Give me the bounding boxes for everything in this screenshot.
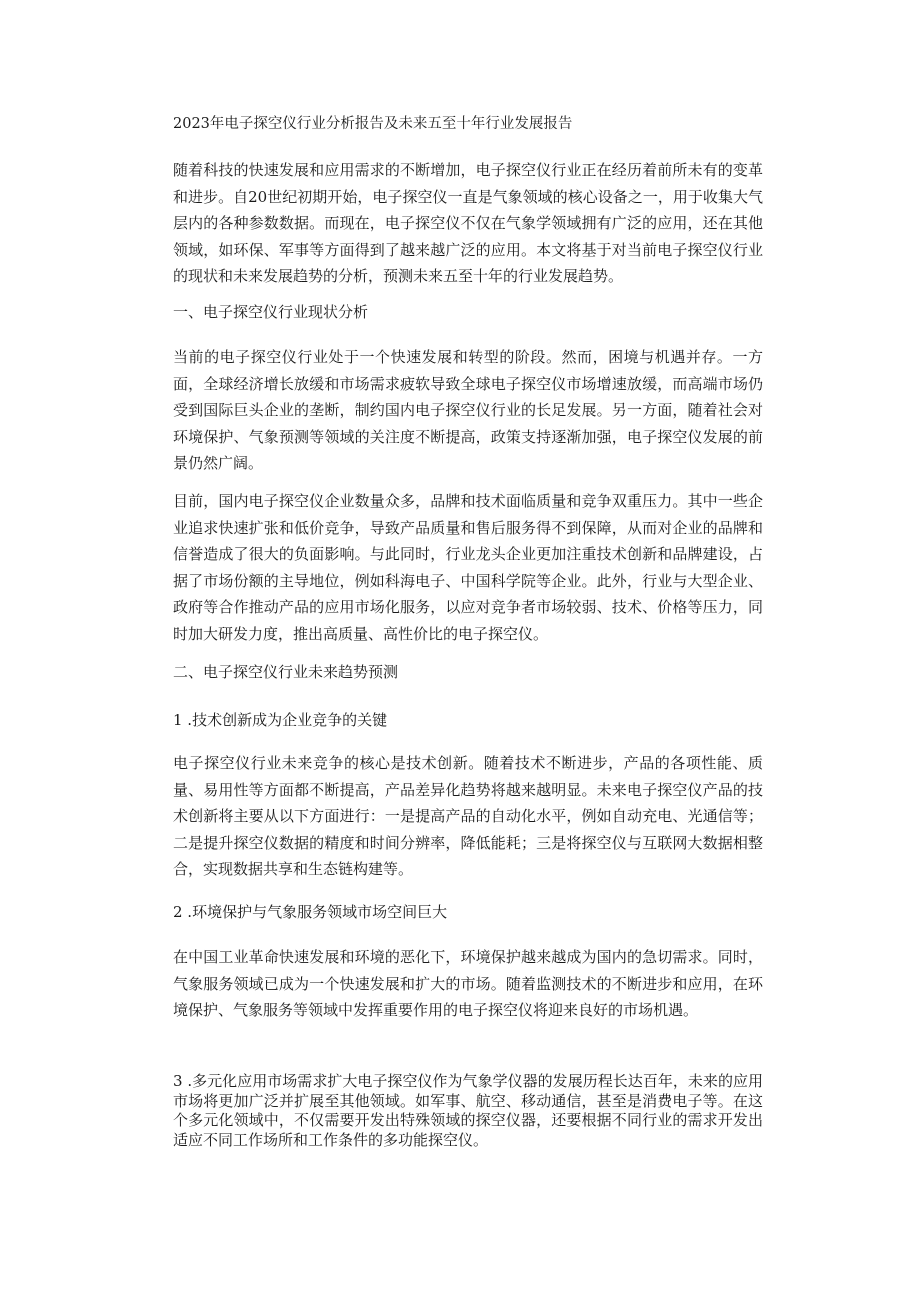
section1-paragraph-2: 目前，国内电子探空仪企业数量众多，品牌和技术面临质量和竞争双重压力。其中一些企业追求快速扩张和低价竞争，导致产品质量和售后服务得不到保障，从而对企业的品牌和信誉造成了很大的负面影响。与此同时，行业龙头企业更加注重技术创新和品牌建设，占据了市场份额的主导地位，例如科海电子、中国科学院等企业。此外，行业与大型企业、政府等合作推动产品的应用市场化服务，以应对竞争者市场较弱、技术、价格等压力，同时加大研发力度，推出高质量、高性价比的电子探空仪。 (173, 492, 763, 643)
section1-heading: 一、电子探空仪行业现状分析 (173, 303, 369, 321)
item1-heading: 1 .技术创新成为企业竞争的关键 (173, 711, 388, 729)
section2-heading: 二、电子探空仪行业未来趋势预测 (173, 663, 399, 681)
document-title: 2023年电子探空仪行业分析报告及未来五至十年行业发展报告 (173, 116, 573, 132)
item2-heading: 2 .环境保护与气象服务领域市场空间巨大 (173, 903, 448, 921)
item3-paragraph: 3 .多元化应用市场需求扩大电子探空仪作为气象学仪器的发展历程长达百年，未来的应用市场将更加广泛并扩展至其他领域。如军事、航空、移动通信，甚至是消费电子等。在这个多元化领域中，不仅需要开发出特殊领域的探空仪器，还要根据不同行业的需求开发出适应不同工作场所和工作条件的多功能探空仪。 (173, 1072, 763, 1149)
item1-paragraph: 电子探空仪行业未来竞争的核心是技术创新。随着技术不断进步，产品的各项性能、质量、易用性等方面都不断提高，产品差异化趋势将越来越明显。未来电子探空仪产品的技术创新将主要从以下方面进行：一是提高产品的自动化水平，例如自动充电、光通信等；二是提升探空仪数据的精度和时间分辨率，降低能耗；三是将探空仪与互联网大数据相整合，实现数据共享和生态链构建等。 (173, 754, 763, 878)
intro-paragraph: 随着科技的快速发展和应用需求的不断增加，电子探空仪行业正在经历着前所未有的变革和进步。自20世纪初期开始，电子探空仪一直是气象领域的核心设备之一，用于收集大气层内的各种参数数据。而现在，电子探空仪不仅在气象学领域拥有广泛的应用，还在其他领域，如环保、军事等方面得到了越来越广泛的应用。本文将基于对当前电子探空仪行业的现状和未来发展趋势的分析，预测未来五至十年的行业发展趋势。 (173, 161, 763, 285)
section1-paragraph-1: 当前的电子探空仪行业处于一个快速发展和转型的阶段。然而，困境与机遇并存。一方面，全球经济增长放缓和市场需求疲软导致全球电子探空仪市场增速放缓，而高端市场仍受到国际巨头企业的垄断，制约国内电子探空仪行业的长足发展。另一方面，随着社会对环境保护、气象预测等领域的关注度不断提高，政策支持逐渐加强，电子探空仪发展的前景仍然广阔。 (173, 348, 763, 472)
item2-paragraph: 在中国工业革命快速发展和环境的恶化下，环境保护越来越成为国内的急切需求。同时，气象服务领域已成为一个快速发展和扩大的市场。随着监测技术的不断进步和应用，在环境保护、气象服务等领域中发挥重要作用的电子探空仪将迎来良好的市场机遇。 (173, 948, 763, 1019)
